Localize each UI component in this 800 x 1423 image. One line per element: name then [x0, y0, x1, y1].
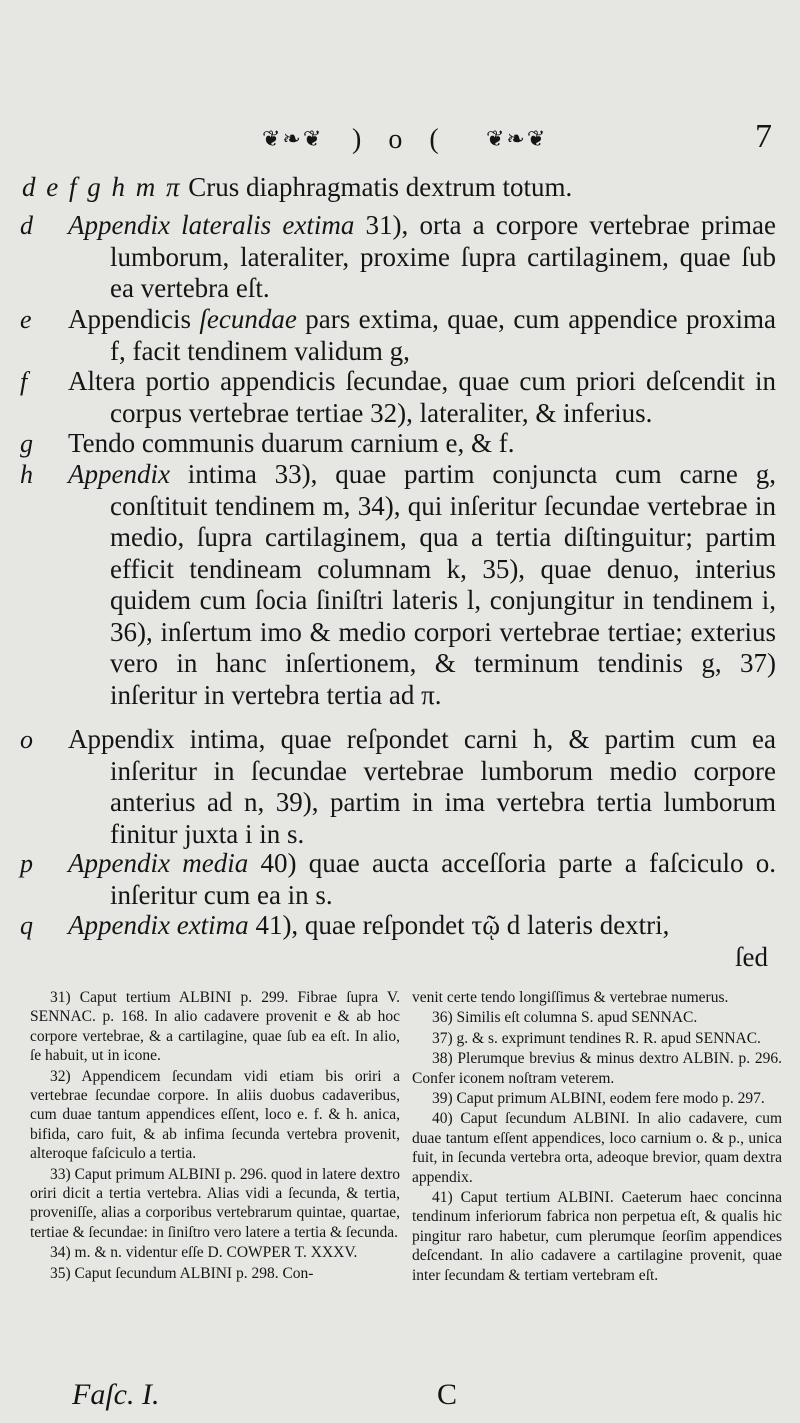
entry-f: [20, 366, 776, 429]
entry-text: pars extima, quae, cum appendice proxima f, facit tendinem validum g,: [110, 304, 776, 366]
entry-letter: o: [20, 725, 33, 754]
entry-letter: p: [20, 849, 33, 878]
entry-text: intima 33), quae partim conjuncta cum carne g, conſtituit tendinem m, 34), qui inſeritur ſecundae vertebrae in medio, ſupra cartilaginem, qua a tertia diſtinguitur; partim efficit tendineam columnam k, 35), quae denuo, interius quidem cum ſocia ſiniſtri lateris l, conjungitur in tendinem i, 36), inſertum imo & medio corpori vertebrae tertiae; exterius vero in hanc inſertionem, & terminum tendinis g, 37) inſeritur in vertebra tertia ad π.: [110, 459, 776, 710]
footnote: 34) m. & n. videntur eſſe D. COWPER T. XXXV.: [50, 1244, 358, 1262]
footnote: 39) Caput primum ALBINI, eodem fere modo p. 297.: [432, 1090, 765, 1108]
entry-d: [20, 210, 776, 305]
footnote: 37) g. & s. exprimunt tendines R. R. apud SENNAC.: [432, 1029, 761, 1047]
catchword-sed: ſed: [735, 942, 768, 972]
entry-e: [20, 304, 776, 367]
footnote: 35) Caput ſecundum ALBINI p. 298. Con-: [50, 1264, 314, 1282]
top-line-text: Crus diaphragmatis dextrum totum.: [188, 172, 573, 202]
entry-letter: e: [20, 305, 32, 334]
entry-lead: Appendix media: [68, 848, 249, 878]
top-line: [22, 172, 572, 203]
entry-p: [20, 848, 776, 911]
entry-letter: d: [20, 211, 33, 240]
entry-letter: q: [20, 911, 33, 940]
entry-text: Tendo communis duarum carnium e, & f.: [68, 428, 515, 458]
signature-mark: Faſc. I.: [72, 1378, 160, 1411]
page-number: 7: [755, 118, 772, 155]
header-center: ) o (: [352, 124, 449, 155]
footnotes-left: [30, 988, 400, 1284]
footnote: 36) Similis eſt columna S. apud SENNAC.: [432, 1009, 698, 1027]
entry-letter: f: [20, 367, 28, 396]
header-ornament-right: ❦❧❦: [486, 126, 548, 151]
footnote: 41) Caput tertium ALBINI. Caeterum haec concinna tendinum inferiorum fabrica non perpetua eſt, & qualis hic pingitur raro habetur, cum plerumque ſeorſim appendices deſcendant. In alio cadavere a cartilagine provenit, quae inter ſecundam & tertiam vertebram eſt.: [412, 1189, 782, 1284]
footnote: 38) Plerumque brevius & minus dextro ALBIN. p. 296. Confer iconem noſtram veterem.: [412, 1050, 782, 1087]
footnote: 31) Caput tertium ALBINI p. 299. Fibrae ſupra V. SENNAC. p. 168. In alio cadavere provenit e & ab hoc corpore vertebrae, & a cartilagine, quae ſub ea eſt. In alio, ſe habuit, ut in icone.: [30, 989, 400, 1065]
catchword: C: [437, 1378, 458, 1411]
entry-lead: Appendix: [68, 459, 170, 489]
entry-g: [20, 428, 776, 460]
footnote: venit certe tendo longiſſimus & vertebrae numerus.: [412, 989, 729, 1006]
entry-text: 31), orta a corpore vertebrae primae lumborum, lateraliter, proxime ſupra cartilaginem, quae ſub ea vertebra eſt.: [110, 210, 776, 303]
entry-letter: g: [20, 429, 33, 458]
footnote: 40) Caput ſecundum ALBINI. In alio cadavere, cum duae tantum eſſent appendices, loco carnium o. & p., unica fuit, in ſecunda vertebra orta, adeoque brevior, quam dextra appendix.: [412, 1110, 782, 1186]
footnotes-right: [412, 988, 782, 1286]
entry-text: Appendix intima, quae reſpondet carni h, & partim cum ea inſeritur in ſecundae vertebrae lumborum medio corpore anterius ad n, 39), partim in ima vertebra tertia lumborum finitur juxta i in s.: [68, 724, 776, 849]
entry-lead-italic: ſecundae: [199, 304, 297, 334]
entry-h: [20, 459, 776, 711]
entry-q: [20, 910, 776, 942]
entry-text: Altera portio appendicis ſecundae, quae cum priori deſcendit in corpus vertebrae tertiae 32), lateraliter, & inferius.: [68, 366, 776, 428]
footnote: 32) Appendicem ſecundam vidi etiam bis oriri a vertebrae ſecundae corpore. In aliis duobus cadaveribus, cum duae tantum appendices eſſent, loco e. f. & h. anica, bifida, caro fuit, & ab infima ſecunda vertebra provenit, alteroque faſciculo a tertia.: [30, 1067, 400, 1163]
header-ornament-left: ❦❧❦: [262, 126, 324, 151]
top-line-labels: d e f g h m π: [22, 172, 182, 202]
footnote: 33) Caput primum ALBINI p. 296. quod in latere dextro oriri dicit a tertia vertebra. Alias vidi a ſecunda, & tertia, proveniſſe, alias a corporibus vertebrarum quintae, quartae, tertiae & ſecundae: in ſiniſtro vero latere a tertia & ſecunda.: [30, 1165, 400, 1241]
entry-lead: Appendix extima: [68, 910, 249, 940]
entry-letter: h: [20, 460, 33, 489]
entry-text: 41), quae reſpondet τῷ d lateris dextri,: [248, 910, 670, 940]
entry-text: 40) quae aucta acceſſoria parte a faſciculo o. inſeritur cum ea in s.: [110, 848, 776, 910]
entry-lead: Appendicis: [68, 304, 200, 334]
entry-o: [20, 724, 776, 850]
entry-lead: Appendix lateralis extima: [68, 210, 355, 240]
